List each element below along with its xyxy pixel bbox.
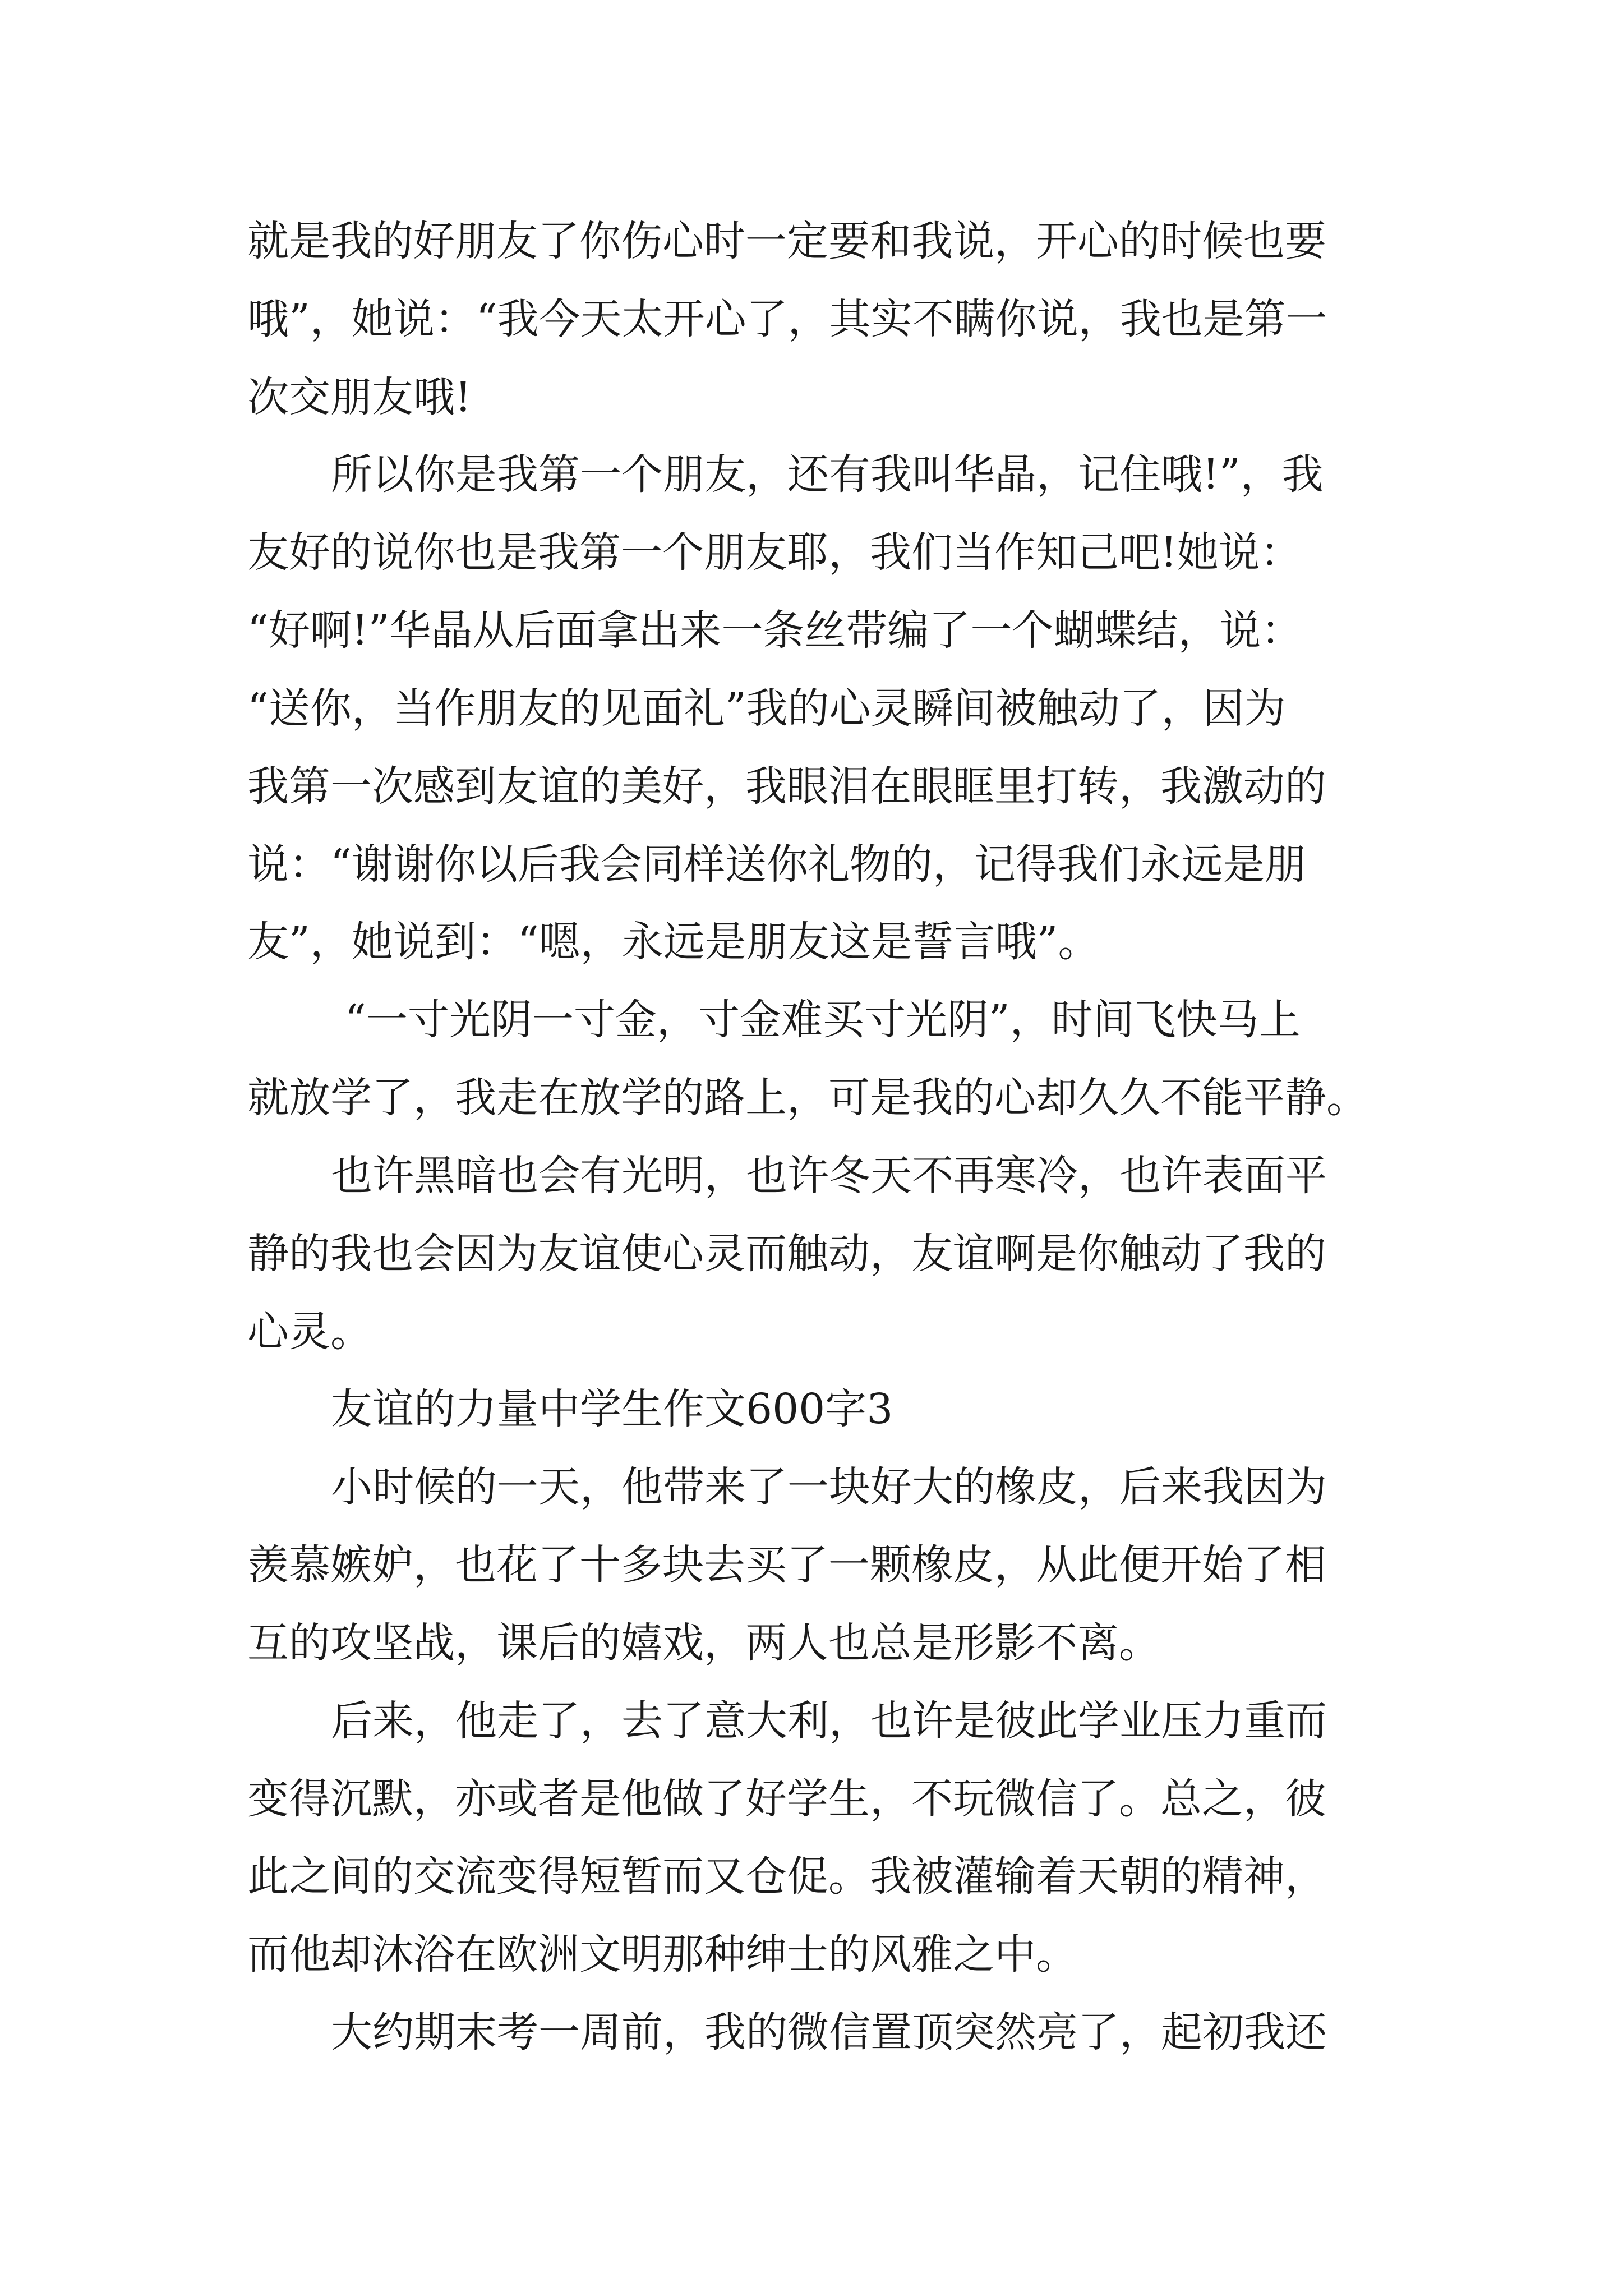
text-line: 友好的说你也是我第一个朋友耶，我们当作知己吧!她说： (247, 528, 1302, 577)
text-line: 变得沉默，亦或者是他做了好学生，不玩微信了。总之，彼 (247, 1775, 1326, 1823)
text-line: 所以你是我第一个朋友，还有我叫华晶，记住哦!”，我 (331, 450, 1324, 499)
section-heading: 友谊的力量中学生作文600字3 (331, 1385, 893, 1433)
text-line: “送你，当作朋友的见面礼”我的心灵瞬间被触动了，因为 (247, 684, 1286, 733)
text-line: 就放学了，我走在放学的路上，可是我的心却久久不能平静。 (247, 1074, 1368, 1122)
text-line: 羡慕嫉妒，也花了十多块去买了一颗橡皮，从此便开始了相 (247, 1541, 1326, 1589)
text-line: 友”，她说到：“嗯，永远是朋友这是誓言哦”。 (247, 918, 1100, 966)
text-line: 互的攻坚战，课后的嬉戏，两人也总是形影不离。 (247, 1619, 1160, 1667)
text-line: 此之间的交流变得短暂而又仓促。我被灌输着天朝的精神， (247, 1852, 1326, 1901)
text-line: 我第一次感到友谊的美好，我眼泪在眼眶里打转，我激动的 (247, 762, 1326, 811)
text-line: 心灵。 (247, 1308, 372, 1356)
text-line: 就是我的好朋友了你伤心时一定要和我说，开心的时候也要 (247, 217, 1326, 265)
text-line: 小时候的一天，他带来了一块好大的橡皮，后来我因为 (331, 1463, 1327, 1511)
text-line: 说：“谢谢你以后我会同样送你礼物的，记得我们永远是朋 (247, 840, 1306, 889)
text-line: 后来，他走了，去了意大利，也许是彼此学业压力重而 (331, 1697, 1327, 1745)
text-line: 哦”，她说：“我今天太开心了，其实不瞒你说，我也是第一 (247, 295, 1327, 343)
text-line: “好啊!”华晶从后面拿出来一条丝带编了一个蝴蝶结，说： (247, 606, 1303, 655)
text-line: “一寸光阴一寸金，寸金难买寸光阴”，时间飞快马上 (345, 996, 1301, 1044)
text-line: 大约期末考一周前，我的微信置顶突然亮了，起初我还 (331, 2008, 1327, 2056)
text-line: 静的我也会因为友谊使心灵而触动，友谊啊是你触动了我的 (247, 1230, 1326, 1278)
text-line: 次交朋友哦! (247, 373, 472, 421)
text-line: 也许黑暗也会有光明，也许冬天不再寒冷，也许表面平 (331, 1152, 1327, 1200)
text-line: 而他却沐浴在欧洲文明那种绅士的风雅之中。 (247, 1930, 1077, 1978)
